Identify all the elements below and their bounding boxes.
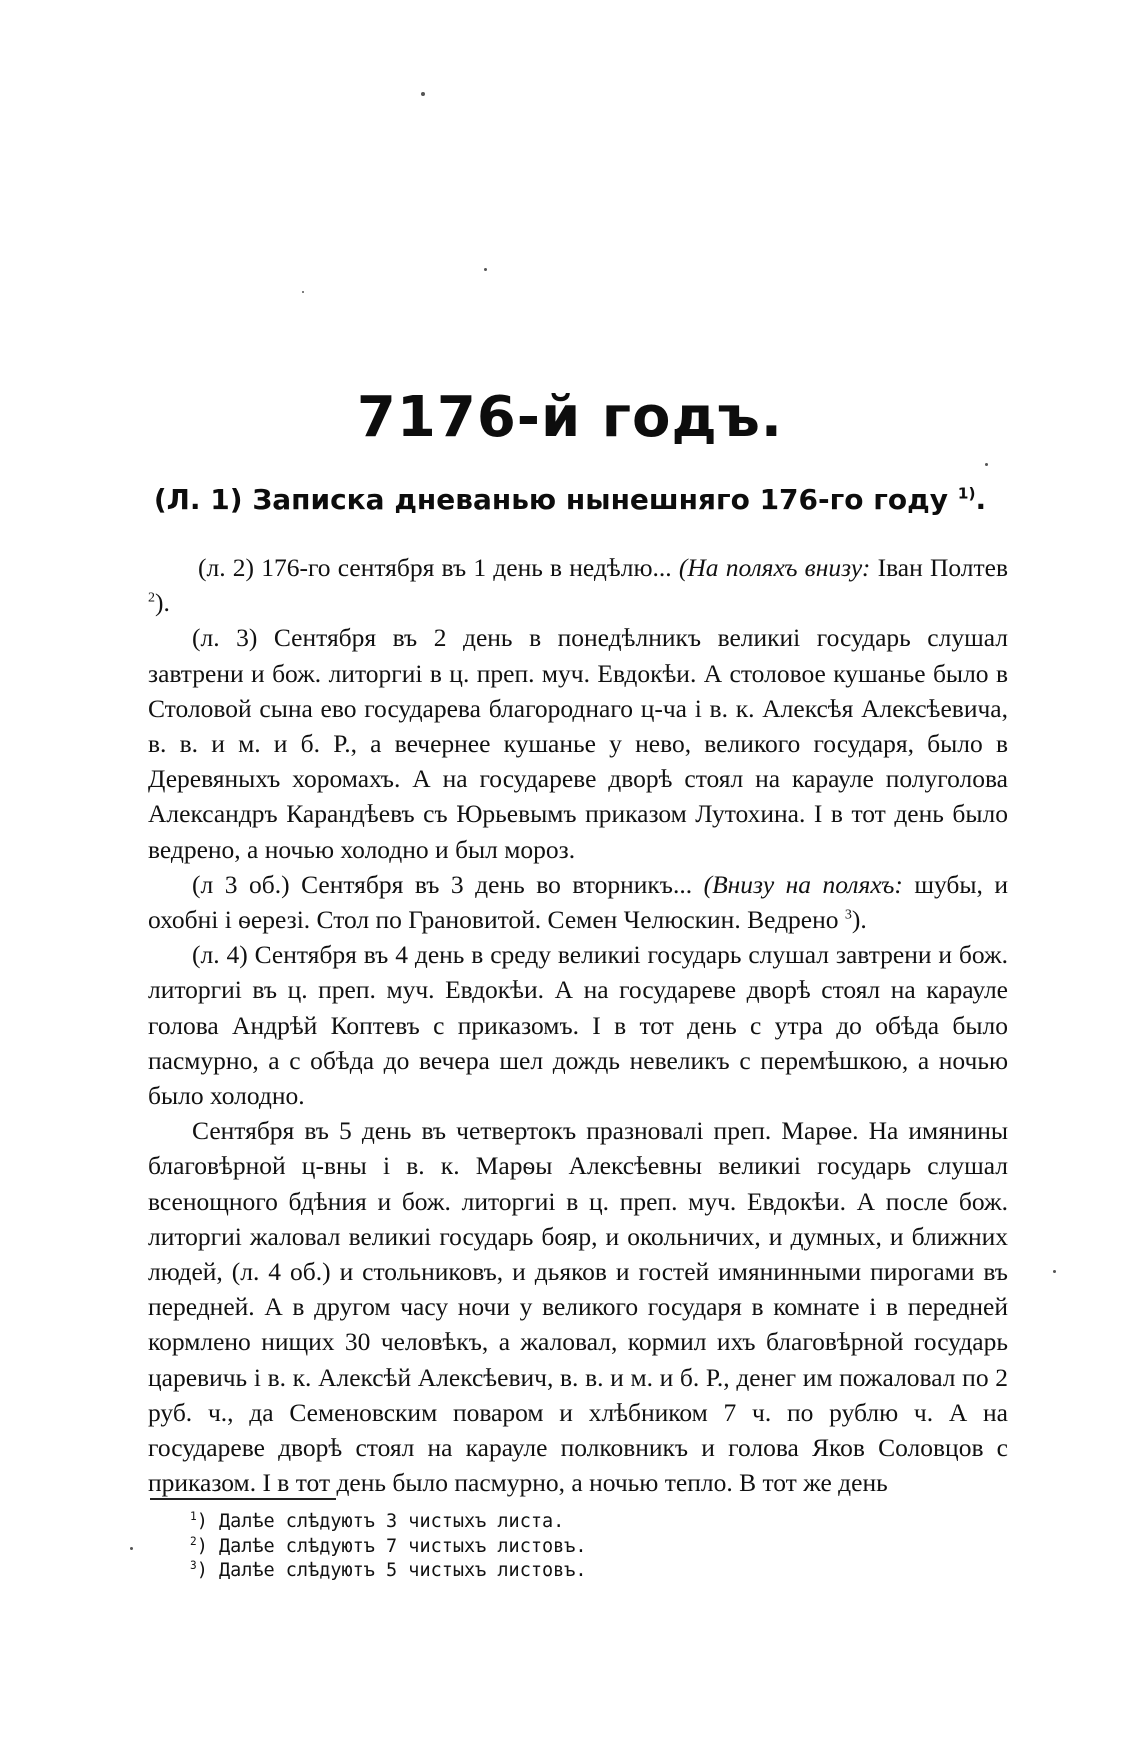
paragraph-sheet-3: (л. 3) Сентября въ 2 день в понедѣлникъ великиі государь слушал завтрени и бож. литоргиі в ц. преп. муч. Евдокѣи. А столовое кушанье было в Столовой сына ево государева благороднаго ц-ча і в. к. Алексѣя Алексѣевича, в. в. и м. и б. Р., а вечернее кушанье у нево, великого государя, было в Деревяныхъ хоромахъ. А на государеве дворѣ стоял на карауле полуголова Александръ Карандѣевъ съ Юрьевымъ приказом Лутохина. І в тот день было ведрено, а ночью холодно и был мороз. — [148, 623, 1008, 864]
paragraph-text: ). — [155, 588, 170, 618]
paragraph-sheet-3-verso — [148, 867, 1008, 937]
footnote-item — [190, 1510, 890, 1535]
page-title: 7176-й годъ. — [356, 385, 784, 450]
paragraph-text: Іван Полтев — [870, 553, 1009, 582]
footnote-text: ) Далѣе слѣдуютъ 3 чистыхъ листа. — [196, 1511, 565, 1532]
footnote-ref: 2 — [148, 590, 156, 606]
page-subtitle: (Л. 1) Записка дневанью нынешняго 176-го году $^{1)}$. — [153, 483, 987, 516]
footnote-ref: 3 — [844, 907, 852, 923]
paragraph-september-5: Сентября въ 5 день въ четвертокъ празновалі преп. Марѳе. На имянины благовѣрной ц-вны і в. к. Марѳы Алексѣевны великиі государь слушал всенощного бдѣния и бож. литоргиі в ц. преп. муч. Евдокѣи. А после бож. литоргиі жаловал великиі государь бояр, и окольничих, и думных, и ближних людей, (л. 4 об.) и стольниковъ, и дьяков и гостей имянинными пирогами въ передней. А в другом часу ночи у великого государя в комнате і в передней кормлено нищих 30 человѣкъ, а жаловал, кормил ихъ благовѣрной государь царевичь і в. к. Алексѣй Алексѣевич, в. в. и м. и б. Р., денег им пожаловал по 2 руб. ч., да Семеновским поваром и хлѣбником 7 ч. по рублю ч. А на государеве дворѣ стоял на карауле полковникъ и голова Яков Соловцов с приказом. І в тот день было пасмурно, а ночью тепло. В тот же день — [148, 1116, 1008, 1498]
subtitle-footnote-ref: 1) — [957, 484, 976, 503]
footnote-mark: 2 — [190, 1534, 197, 1548]
scan-speck — [1053, 1270, 1056, 1273]
scan-speck — [421, 92, 425, 96]
footnote-divider — [150, 1498, 336, 1500]
scan-speck — [484, 268, 487, 271]
footnote-item — [190, 1535, 890, 1560]
body-text — [148, 550, 1008, 1500]
subtitle-text: (Л. 1) Записка дневанью нынешняго 176-го году — [153, 483, 948, 516]
paragraph-sheet-4: (л. 4) Сентября въ 4 день в среду великиі государь слушал завтрени и бож. литоргиі въ ц. преп. муч. Евдокѣи. А на государеве дворѣ стоял на карауле голова Андрѣй Коптевъ с приказомъ. І в тот день с утра до обѣда было пасмурно, а с обѣда до вечера шел дождь невеликъ с перемѣшкою, а ночью было холодно. — [148, 940, 1008, 1111]
margin-note-label: (На поляхъ внизу: — [678, 553, 871, 582]
footnote-mark: 1 — [190, 1509, 197, 1523]
footnote-text: ) Далѣе слѣдуютъ 5 чистыхъ листовъ. — [196, 1560, 587, 1581]
footnote-text: ) Далѣе слѣдуютъ 7 чистыхъ листовъ. — [196, 1535, 587, 1557]
paragraph-text: ). — [851, 905, 867, 935]
scan-speck — [130, 1547, 133, 1550]
footnotes — [190, 1510, 890, 1584]
scan-speck — [985, 463, 988, 466]
paragraph-text: (л. 2) 176-го сентября въ 1 день в недѣлю... — [198, 553, 679, 582]
footnote-item — [190, 1559, 890, 1584]
margin-note-label: (Внизу на поляхъ: — [703, 869, 903, 899]
paragraph-text: шубы, и охобні і ѳерезі. Стол по Грановитой. Семен Челюскин. Ведрено — [148, 869, 1008, 935]
scan-speck — [302, 291, 304, 293]
paragraph-text: (л 3 об.) Сентября въ 3 день во вторникъ... — [192, 869, 704, 899]
footnote-mark: 3 — [190, 1558, 197, 1572]
paragraph-sheet-2 — [148, 550, 1008, 620]
